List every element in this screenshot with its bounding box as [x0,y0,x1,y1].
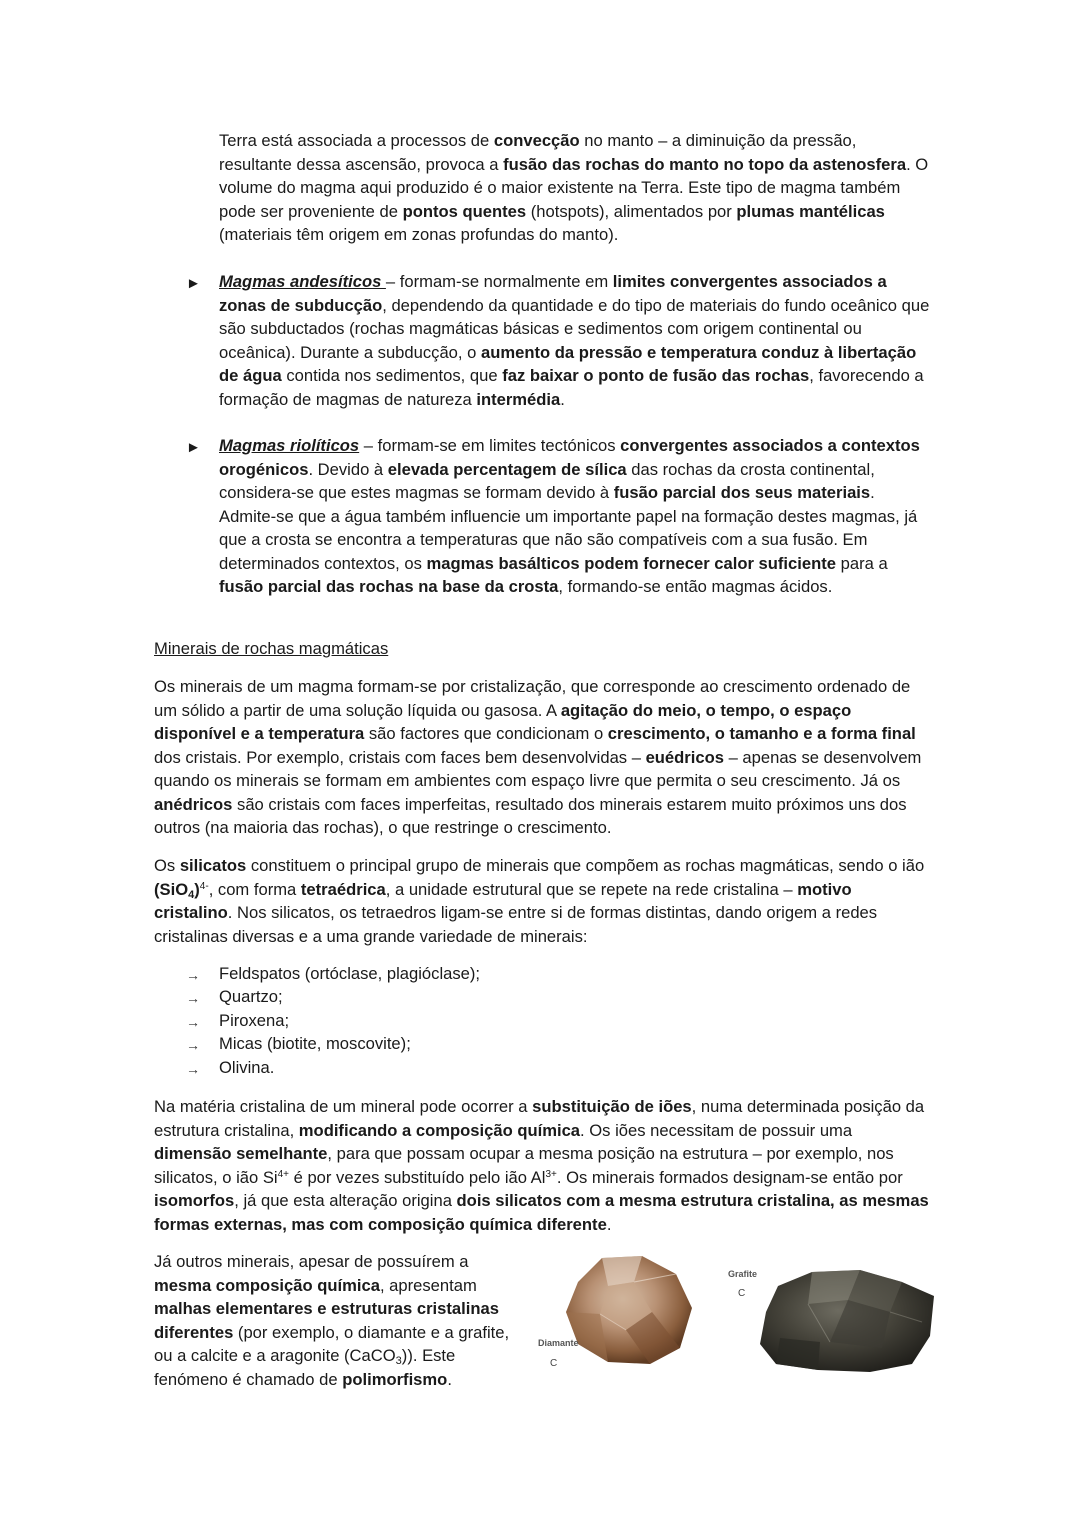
arrow-icon: → [186,967,200,983]
diamond-crystal [566,1256,692,1364]
paragraph-polymorphism: Já outros minerais, apesar de possuírem a mesma composição química, apresentam malhas elementares e estruturas cristalinas diferentes (por exemplo, o diamante e a grafite, ou a calcite e a aragonite (CaCO$_3$)). Este fenómeno é chamado de polimorfismo. [154,1252,510,1389]
diamond-symbol: C [550,1358,558,1369]
graphite-caption: Grafite [728,1269,758,1279]
bullet-icon: ► [186,439,201,456]
arrow-icon: → [186,1061,200,1077]
list-item: Olivina. [219,1058,275,1077]
paragraph-andesitic-magmas: Magmas andesíticos – formam-se normalmente em limites convergentes associados a zonas de subducção, dependendo da quantidade e do tipo de materiais do fundo oceânico que são subductados (rochas magmáticas básicas e sedimentos com origem continental ou oceânica). Durante a subducção, o aumento da pressão e temperatura conduz à libertação de água contida nos sedimentos, que faz baixar o ponto de fusão das rochas, favorecendo a formação de magmas de natureza intermédia. [219,272,930,409]
paragraph-silicates: Os silicatos constituem o principal grupo de minerais que compõem as rochas magmáticas, sendo o ião $(SiO_4)^{4-}$, com forma tetraédrica, a unidade estrutural que se repete na rede cristalina – motivo cristalino. Nos silicatos, os tetraedros ligam-se entre si de formas distintas, dando origem a redes cristalinas diversas e a uma grande variedade de minerais: [154,856,925,946]
list-item: Feldspatos (ortóclase, plagióclase); [219,964,481,983]
list-item: Micas (biotite, moscovite); [219,1034,411,1053]
diamond-caption: Diamante [538,1338,579,1348]
arrow-icon: → [186,1014,200,1030]
arrow-icon: → [186,1037,200,1053]
term-rhyolitic: Magmas riolíticos [219,436,360,455]
list-item: Piroxena; [219,1011,290,1030]
term-andesitic: Magmas andesíticos [219,272,386,291]
list-item: Quartzo; [219,987,283,1006]
arrow-icon: → [186,990,200,1006]
bullet-icon: ► [186,275,201,292]
paragraph-isomorphism: Na matéria cristalina de um mineral pode ocorrer a substituição de iões, numa determinada posição da estrutura cristalina, modificando a composição química. Os iões necessitam de possuir uma dimensão semelhante, para que possam ocupar a mesma posição na estrutura – por exemplo, nos silicatos, o ião $Si^{4+}$ é por vezes substituído pelo ião $Al^{3+}$. Os minerais formados designam-se então por isomorfos, já que esta alteração origina dois silicatos com a mesma estrutura cristalina, as mesmas formas externas, mas com composição química diferente. [154,1097,929,1234]
graphite-symbol: C [738,1288,746,1299]
graphite-rock [760,1270,934,1372]
paragraph-crystallization: Os minerais de um magma formam-se por cristalização, que corresponde ao crescimento ordenado de um sólido a partir de uma solução líquida ou gasosa. A agitação do meio, o tempo, o espaço disponível e a temperatura são factores que condicionam o crescimento, o tamanho e a forma final dos cristais. Por exemplo, cristais com faces bem desenvolvidas – euédricos – apenas se desenvolvem quando os minerais se formam em ambientes com espaço livre que permita o seu crescimento. Já os anédricos são cristais com faces imperfeitas, resultado dos minerais estarem muito próximos uns dos outros (na maioria das rochas), o que restringe o crescimento. [154,677,922,837]
minerals-figure [530,1252,942,1392]
section-heading: Minerais de rochas magmáticas [154,639,389,658]
paragraph-basaltic-continuation: Terra está associada a processos de convecção no manto – a diminuição da pressão, resultante dessa ascensão, provoca a fusão das rochas do manto no topo da astenosfera. O volume do magma aqui produzido é o maior existente na Terra. Este tipo de magma também pode ser proveniente de pontos quentes (hotspots), alimentados por plumas mantélicas (materiais têm origem em zonas profundas do manto). [219,131,929,244]
paragraph-rhyolitic-magmas: Magmas riolíticos – formam-se em limites tectónicos convergentes associados a contextos orogénicos. Devido à elevada percentagem de sílica das rochas da crosta continental, considera-se que estes magmas se formam devido à fusão parcial dos seus materiais. Admite-se que a água também influencie um importante papel na formação destes magmas, já que a crosta se encontra a temperaturas que não são compatíveis com a sua fusão. Em determinados contextos, os magmas basálticos podem fornecer calor suficiente para a fusão parcial das rochas na base da crosta, formando-se então magmas ácidos. [219,436,920,596]
